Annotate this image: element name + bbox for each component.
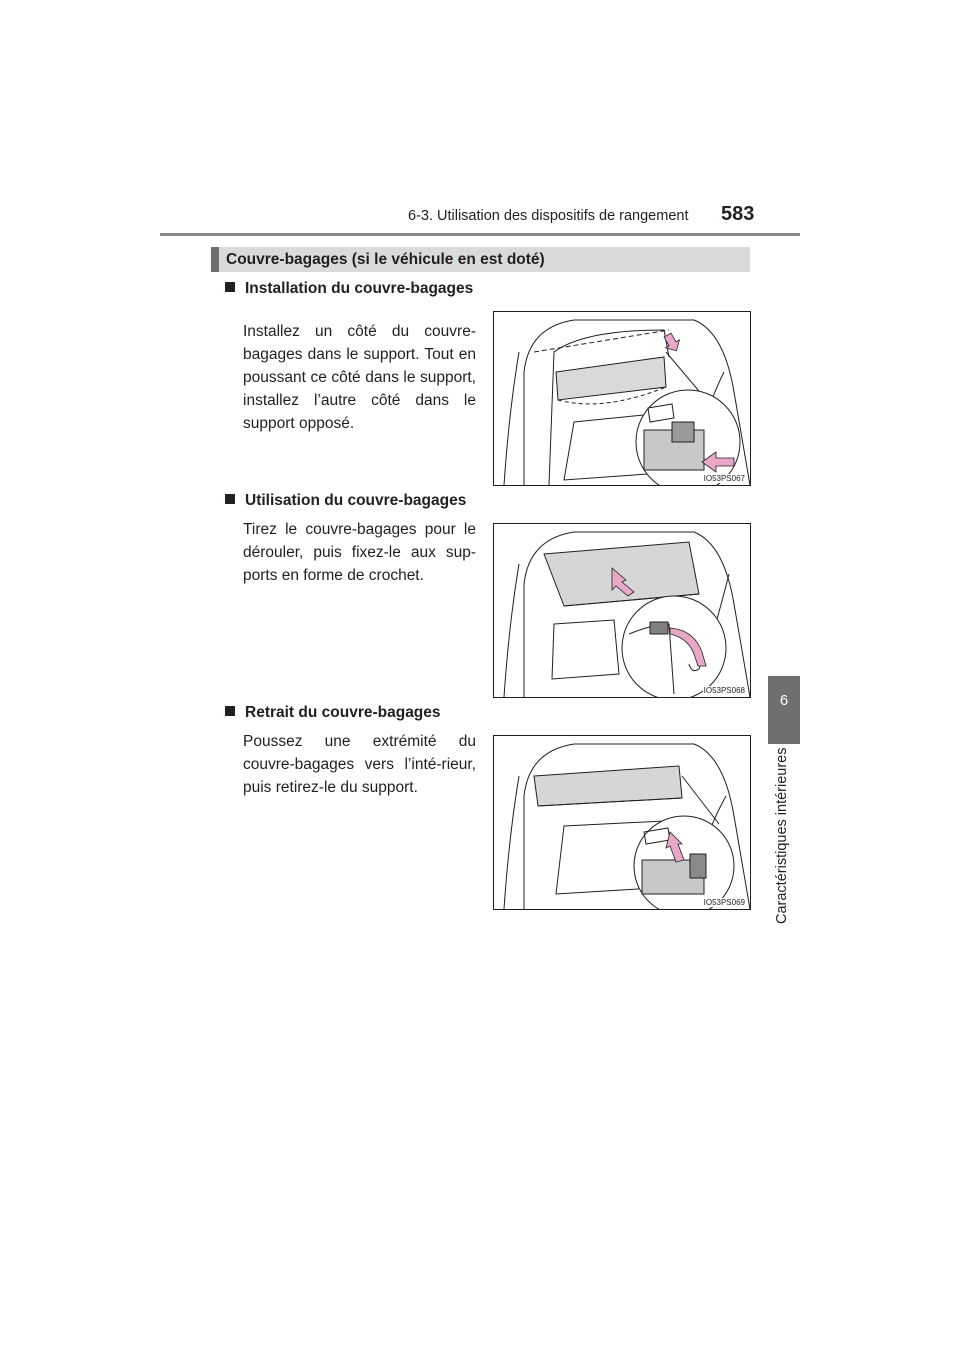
cargo-cover-use-illustration	[494, 524, 750, 697]
cargo-cover-install-illustration	[494, 312, 750, 485]
paragraph-use: Tirez le couvre-bagages pour le dérouler, puis fixez-le aux sup-ports en forme de crochet.	[243, 521, 476, 584]
figure-code: IO53PS067	[703, 474, 745, 483]
header-rule	[160, 233, 800, 236]
subheading-use-label: Utilisation du couvre-bagages	[245, 492, 467, 509]
chapter-label: Caractéristiques intérieures	[774, 747, 790, 924]
page-number: 583	[721, 203, 755, 225]
chapter-number: 6	[779, 692, 789, 709]
bullet-square-icon	[225, 706, 235, 716]
cargo-cover-remove-illustration	[494, 736, 750, 909]
running-header: 6-3. Utilisation des dispositifs de rangement	[408, 208, 689, 224]
subheading-install	[225, 280, 473, 298]
bullet-square-icon	[225, 494, 235, 504]
figure-code: IO53PS068	[703, 686, 745, 695]
paragraph-remove: Poussez une extrémité du couvre-bagages vers l’inté-rieur, puis retirez-le du support.	[243, 733, 476, 796]
subheading-install-label: Installation du couvre-bagages	[245, 280, 474, 297]
section-title: Couvre-bagages (si le véhicule en est doté)	[226, 251, 545, 268]
figure-code: IO53PS069	[703, 898, 745, 907]
figure-remove	[493, 735, 751, 910]
chapter-tab	[768, 676, 800, 744]
subheading-remove	[225, 704, 441, 722]
section-heading	[211, 247, 750, 272]
figure-use	[493, 523, 751, 698]
section-heading-bar	[211, 247, 219, 272]
paragraph-install: Installez un côté du couvre-bagages dans le support. Tout en poussant ce côté dans le support, installez l’autre côté dans le support opposé.	[243, 323, 476, 432]
subheading-use	[225, 492, 466, 510]
figure-install	[493, 311, 751, 486]
bullet-square-icon	[225, 282, 235, 292]
subheading-remove-label: Retrait du couvre-bagages	[245, 704, 441, 721]
